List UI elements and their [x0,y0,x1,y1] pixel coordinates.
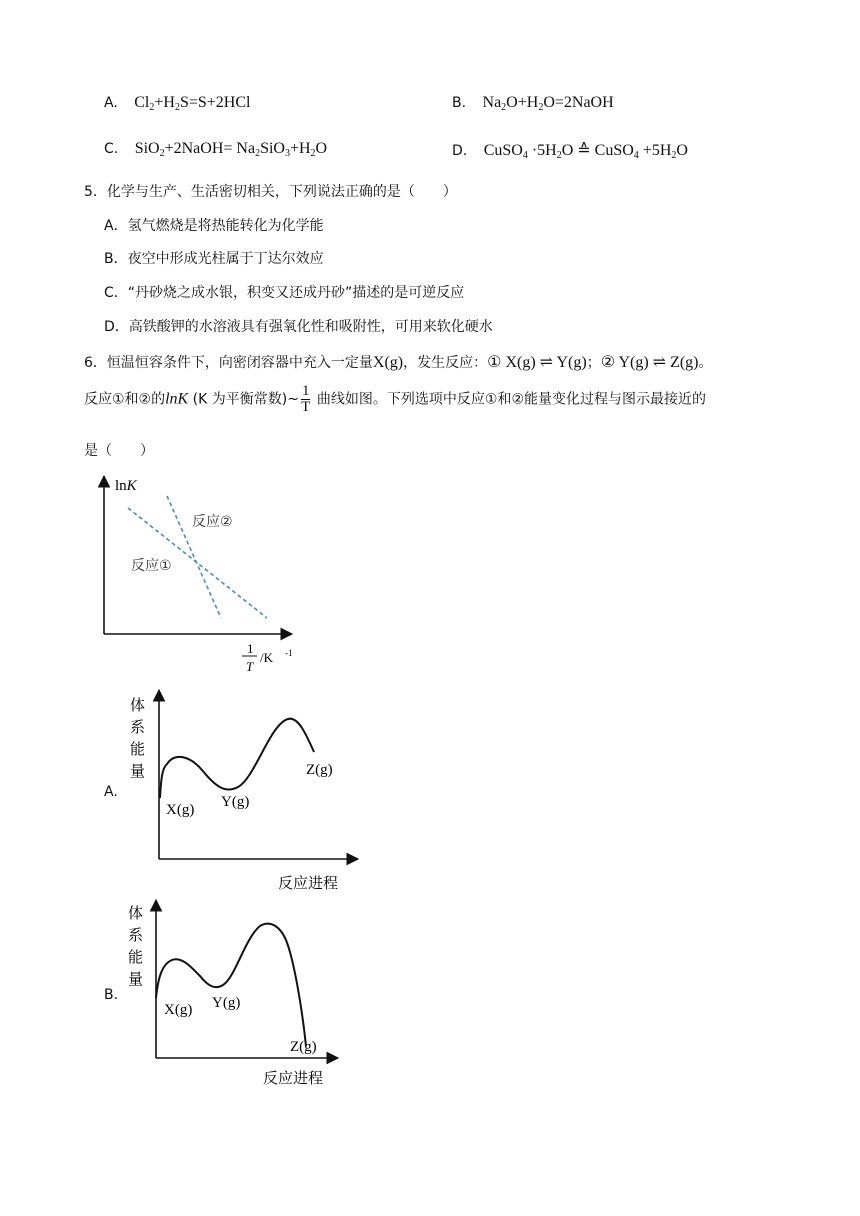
q6-stem-line2: 反应①和②的lnK (K 为平衡常数)~ $\frac{1}{T}$ 曲线如图。下列选项中反应①和②能量变化过程与图示最接近的 [84,383,707,415]
reaction-1: ① X(g) ⇌ Y(g) [487,354,587,371]
label-x: X(g) [164,1002,193,1018]
y-label-char-1: 体 [130,696,146,714]
q5-stem: 5．化学与生产、生活密切相关，下列说法正确的是（ ） [84,184,457,200]
fraction-1-over-t: $\frac{1}{T}$ [301,383,311,415]
q5-option-a[interactable] [104,215,324,235]
y-label-char-1: 体 [128,904,144,922]
x-label-num: 1 [247,641,254,656]
option-letter: A. [104,95,118,111]
q5-option-c[interactable] [104,282,464,302]
option-text: 氢气燃烧是将热能转化为化学能 [127,218,324,234]
q6-option-a-letter[interactable]: A. [104,784,118,800]
y-label-char-2: 系 [130,718,146,736]
species-x: X(g) [372,354,404,371]
q5-option-b[interactable] [104,248,324,268]
q5-option-d[interactable] [104,316,493,336]
x-label-exp: -1 [285,648,293,658]
option-letter: A． [104,218,128,234]
x-label-den: T [246,659,254,674]
q6-option-b-energy-diagram [120,898,355,1090]
label-reaction-2: 反应② [192,514,233,530]
option-text: 高铁酸钾的水溶液具有强氧化性和吸附性，可用来软化硬水 [128,319,493,335]
y-axis-label: lnK [115,478,137,494]
y-label-char-3: 能 [130,740,146,758]
q6-option-a-energy-diagram [120,688,365,893]
q4-option-d[interactable] [452,140,688,160]
reaction-2: ② Y(g) ⇌ Z(g) [600,354,699,371]
x-axis-label: 反应进程 [278,874,339,892]
q6-stem-line3: 是（ ） [84,443,154,459]
option-text: 夜空中形成光柱属于丁达尔效应 [127,251,324,267]
x-axis-label: 反应进程 [263,1069,324,1087]
label-z: Z(g) [290,1039,317,1055]
option-letter: C． [104,285,128,301]
energy-curve [160,719,314,798]
q4-option-b[interactable] [452,94,614,112]
label-y: Y(g) [221,794,250,810]
y-label-char-4: 量 [130,762,146,780]
option-letter: D. [452,143,468,159]
label-x: X(g) [166,802,195,818]
label-reaction-1: 反应① [131,558,172,574]
y-label-char-3: 能 [128,948,144,966]
option-text: “丹砂烧之成水银，积变又还成丹砂”描述的是可逆反应 [127,285,465,301]
q6-stem-line1: 6．恒温恒容条件下，向密闭容器中充入一定量X(g)，发生反应：① X(g) ⇌ Y(g)；② Y(g) ⇌ Z(g)。 [84,354,713,371]
label-z: Z(g) [306,762,333,778]
equation-a: $Cl_2+H_2S=S+2HCl$ [134,94,251,113]
y-label-char-2: 系 [128,926,144,944]
option-letter: C. [104,141,119,157]
option-letter: B. [452,95,467,111]
equation-d: CuSO$_4$ $\cdot 5H_2O$ ≙ CuSO$_4$ $+5H_2O$ [483,142,688,161]
energy-curve [156,924,306,1046]
equation-b: $Na_2O+H_2O=2NaOH$ [482,94,614,113]
label-y: Y(g) [212,995,241,1011]
y-label-char-4: 量 [128,970,144,988]
q4-option-a[interactable] [104,94,250,112]
option-letter: D． [104,319,129,335]
option-letter: B． [104,251,128,267]
lnk-vs-inverse-t-figure [95,470,305,680]
x-label-unit: /K [260,650,273,665]
q4-option-c[interactable] [104,140,327,158]
q6-option-b-letter[interactable]: B. [104,987,119,1003]
equation-c: SiO$_2$+2NaOH= $Na_2SiO_3+H_2O$ [134,140,328,159]
lnk-symbol: lnK [165,390,189,408]
